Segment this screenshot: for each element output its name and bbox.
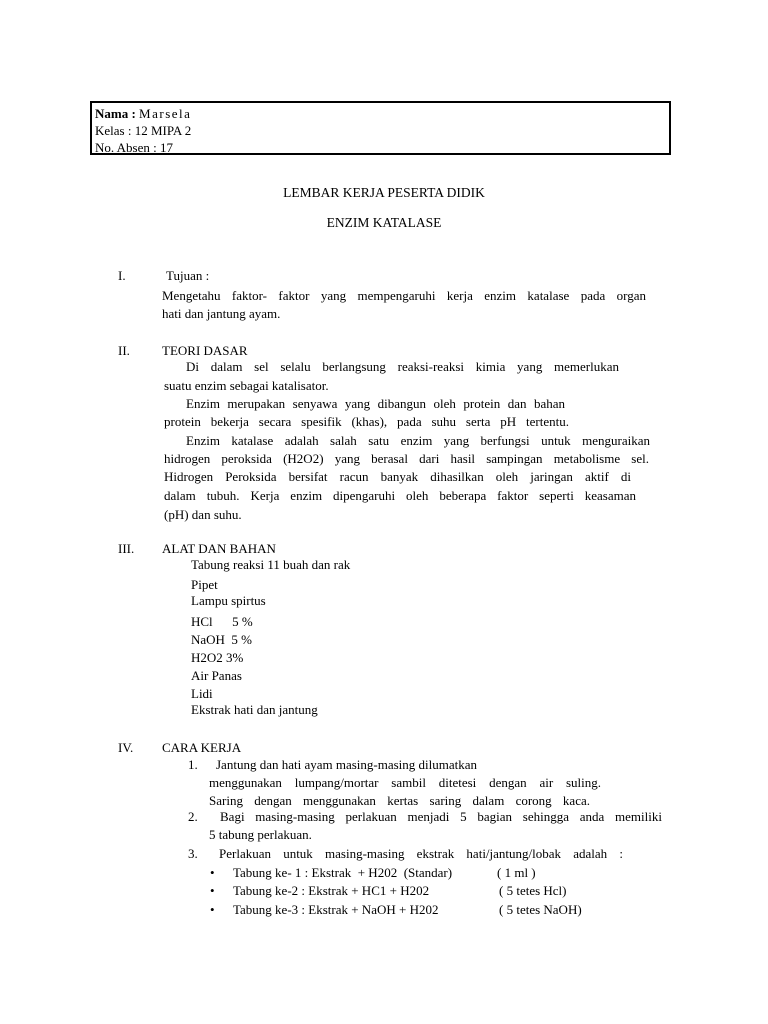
step-line: Bagi masing-masing perlakuan menjadi 5 bagian sehingga anda memiliki xyxy=(220,809,662,824)
section-2-line: protein bekerja secara spesifik (khas), pada suhu serta pH tertentu. xyxy=(164,414,569,429)
material-item: Lidi xyxy=(191,686,213,701)
treatment-item: Tabung ke- 1 : Ekstrak + H202 (Standar) xyxy=(233,865,453,880)
name-label: Nama : xyxy=(95,106,136,121)
section-1-line: Mengetahu faktor- faktor yang mempengaruhi kerja enzim katalase pada organ xyxy=(162,288,646,303)
section-2-line: Enzim merupakan senyawa yang dibangun oleh protein dan bahan xyxy=(186,396,565,411)
section-2-line: (pH) dan suhu. xyxy=(164,507,242,522)
section-2-line: hidrogen peroksida (H2O2) yang berasal dari hasil sampingan metabolisme sel. xyxy=(164,451,649,466)
material-item: HCl 5 % xyxy=(191,614,253,629)
document-subtitle: ENZIM KATALASE xyxy=(326,215,442,230)
name-row xyxy=(95,106,191,122)
material-item: H2O2 3% xyxy=(191,650,244,665)
step-line: 5 tabung perlakuan. xyxy=(209,827,312,842)
material-item: Ekstrak hati dan jantung xyxy=(191,702,318,717)
step-number: 3. xyxy=(188,846,198,861)
section-2-line: Enzim katalase adalah salah satu enzim yang berfungsi untuk menguraikan xyxy=(186,433,650,448)
section-2-title: TEORI DASAR xyxy=(162,343,248,358)
treatment-note: ( 5 tetes NaOH) xyxy=(499,902,582,917)
section-2-line: dalam tubuh. Kerja enzim dipengaruhi oleh beberapa faktor seperti keasaman xyxy=(164,488,636,503)
class-row: Kelas : 12 MIPA 2 xyxy=(95,123,192,138)
step-line: menggunakan lumpang/mortar sambil ditetesi dengan air suling. xyxy=(209,775,601,790)
treatment-item: Tabung ke-3 : Ekstrak + NaOH + H202 xyxy=(233,902,439,917)
section-2-number: II. xyxy=(118,343,130,358)
bullet-icon: • xyxy=(210,883,215,898)
identity-box xyxy=(90,101,671,155)
section-2-line: Di dalam sel selalu berlangsung reaksi-reaksi kimia yang memerlukan xyxy=(186,359,619,374)
document-title: LEMBAR KERJA PESERTA DIDIK xyxy=(283,185,485,200)
section-1-line: hati dan jantung ayam. xyxy=(162,306,281,321)
treatment-note: ( 1 ml ) xyxy=(497,865,536,880)
section-2-line: suatu enzim sebagai katalisator. xyxy=(164,378,329,393)
name-value: Marsela xyxy=(139,106,192,121)
step-line: Saring dengan menggunakan kertas saring dalam corong kaca. xyxy=(209,793,590,808)
absen-row: No. Absen : 17 xyxy=(95,140,173,155)
step-number: 2. xyxy=(188,809,198,824)
material-item: NaOH 5 % xyxy=(191,632,253,647)
step-line: Perlakuan untuk masing-masing ekstrak hati/jantung/lobak adalah : xyxy=(219,846,623,861)
material-item: Pipet xyxy=(191,577,218,592)
treatment-note: ( 5 tetes Hcl) xyxy=(499,883,567,898)
section-2-line: Hidrogen Peroksida bersifat racun banyak dihasilkan oleh jaringan aktif di xyxy=(164,469,631,484)
material-item: Air Panas xyxy=(191,668,242,683)
section-4-number: IV. xyxy=(118,740,134,755)
bullet-icon: • xyxy=(210,902,215,917)
section-4-title: CARA KERJA xyxy=(162,740,242,755)
material-item: Tabung reaksi 11 buah dan rak xyxy=(191,557,351,572)
section-3-number: III. xyxy=(118,541,135,556)
bullet-icon: • xyxy=(210,865,215,880)
step-line: Jantung dan hati ayam masing-masing dilumatkan xyxy=(216,757,478,772)
section-3-title: ALAT DAN BAHAN xyxy=(162,541,276,556)
step-number: 1. xyxy=(188,757,198,772)
material-item: Lampu spirtus xyxy=(191,593,266,608)
treatment-item: Tabung ke-2 : Ekstrak + HC1 + H202 xyxy=(233,883,430,898)
section-1-number: I. xyxy=(118,268,126,283)
section-1-title: Tujuan : xyxy=(166,268,210,283)
